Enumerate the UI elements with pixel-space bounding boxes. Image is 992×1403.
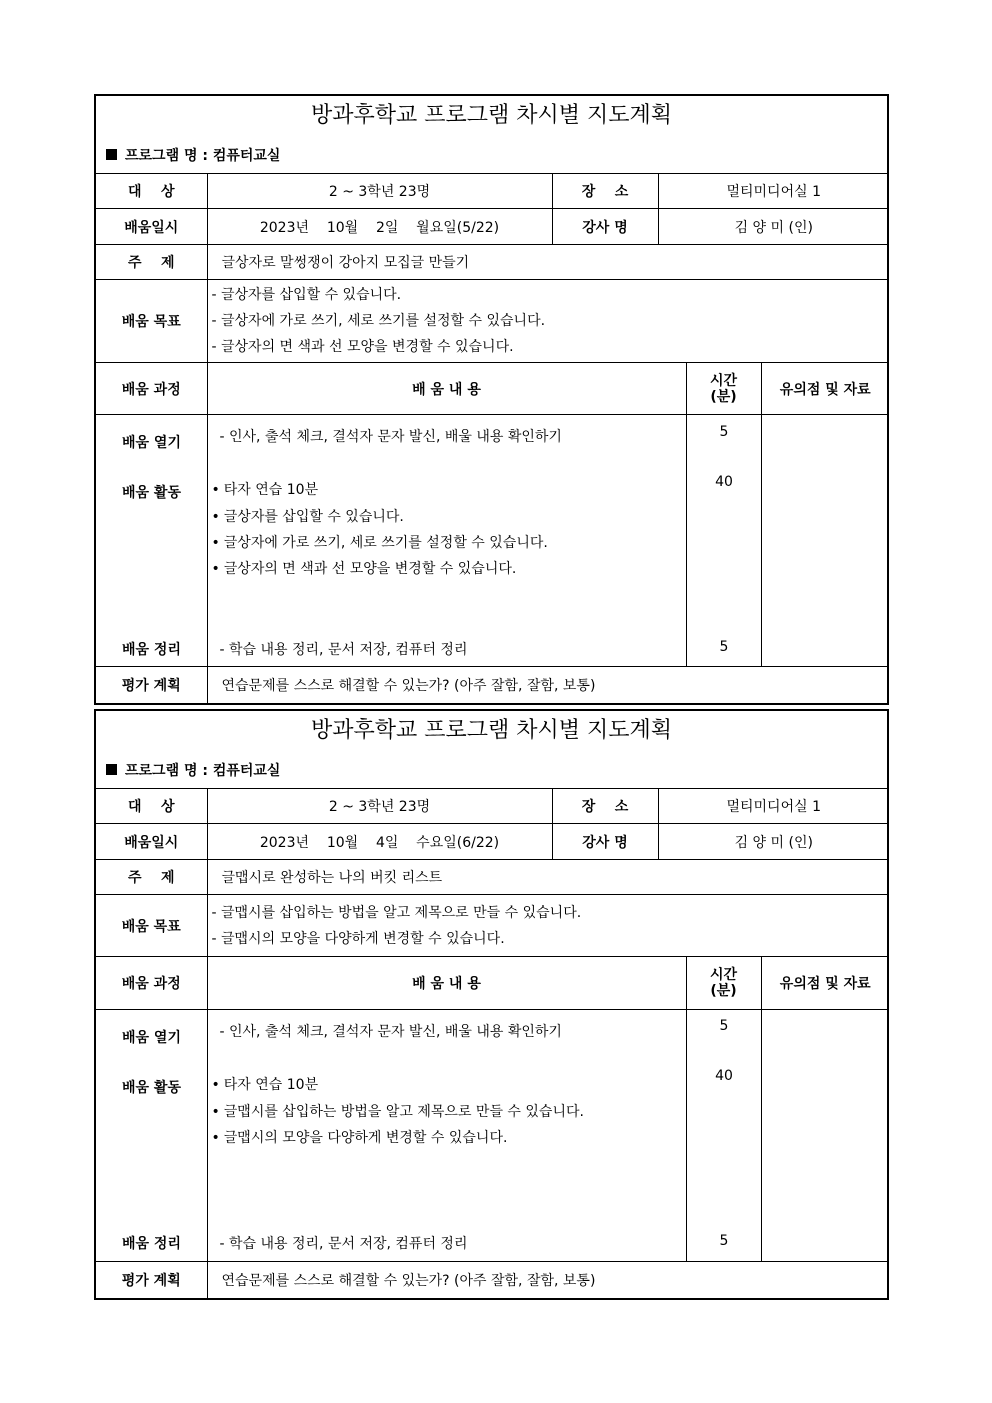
- activity-item: • 글상자에 가로 쓰기, 세로 쓰기를 설정할 수 있습니다.: [212, 532, 548, 552]
- topic-label: 주 제: [96, 245, 207, 280]
- goal-list: [207, 895, 889, 957]
- activity-label: 배움 활동: [122, 485, 181, 501]
- plan-table: [96, 788, 889, 1298]
- process-times: [686, 1010, 761, 1262]
- goal-item: - 글상자의 면 색과 선 모양을 변경할 수 있습니다.: [211, 339, 514, 355]
- date-value: 2023년 10월 4일 수요일(6/22): [207, 824, 552, 860]
- topic-value: 글상자로 말썽쟁이 강아지 모집글 만들기: [207, 245, 889, 280]
- date-label: 배움일시: [96, 824, 207, 860]
- place-value: 멀티미디어실 1: [658, 174, 889, 209]
- plan-title: 방과후학교 프로그램 차시별 지도계획: [310, 103, 672, 128]
- date-value: 2023년 10월 2일 월요일(5/22): [207, 209, 552, 245]
- open-time: 5: [719, 1018, 729, 1034]
- notes-cell: [761, 1010, 889, 1262]
- close-label: 배움 정리: [122, 1236, 181, 1252]
- activity-time: 40: [715, 474, 733, 490]
- teacher-value: 김 양 미 (인): [658, 824, 889, 860]
- plan-table: [96, 173, 889, 703]
- activity-item: • 타자 연습 10분: [212, 479, 319, 499]
- time-header: [686, 363, 761, 415]
- process-stages: [96, 1010, 207, 1262]
- eval-value: 연습문제를 스스로 해결할 수 있는가? (아주 잘함, 잘함, 보통): [207, 667, 889, 703]
- activity-item: • 타자 연습 10분: [212, 1074, 319, 1094]
- program-name: [96, 136, 887, 173]
- plan-title: 방과후학교 프로그램 차시별 지도계획: [310, 718, 672, 743]
- open-content: - 인사, 출석 체크, 결석자 문자 발신, 배울 내용 확인하기: [219, 429, 562, 445]
- notes-header: 유의점 및 자료: [761, 957, 889, 1010]
- target-value: 2 ~ 3학년 23명: [207, 174, 552, 209]
- square-bullet-icon: [106, 764, 117, 775]
- activity-time: 40: [715, 1068, 733, 1084]
- topic-label: 주 제: [96, 860, 207, 895]
- close-time: 5: [719, 639, 729, 655]
- close-time: 5: [719, 1233, 729, 1249]
- program-name-label: 프로그램 명 : 컴퓨터교실: [125, 762, 281, 779]
- goal-label: 배움 목표: [96, 895, 207, 957]
- notes-cell: [761, 415, 889, 667]
- open-label: 배움 열기: [122, 1030, 181, 1046]
- program-name-label: 프로그램 명 : 컴퓨터교실: [125, 147, 281, 164]
- time-header: [686, 957, 761, 1010]
- open-label: 배움 열기: [122, 435, 181, 451]
- topic-value: 글맵시로 완성하는 나의 버킷 리스트: [207, 860, 889, 895]
- eval-label: 평가 계획: [96, 667, 207, 703]
- goal-list: [207, 280, 889, 363]
- time-header-line: 시간: [709, 372, 738, 389]
- open-content: - 인사, 출석 체크, 결석자 문자 발신, 배울 내용 확인하기: [219, 1024, 562, 1040]
- close-content: - 학습 내용 정리, 문서 저장, 컴퓨터 정리: [219, 642, 468, 658]
- eval-value: 연습문제를 스스로 해결할 수 있는가? (아주 잘함, 잘함, 보통): [207, 1262, 889, 1298]
- activity-item: • 글상자의 면 색과 선 모양을 변경할 수 있습니다.: [212, 558, 517, 578]
- time-header-unit: (분): [710, 983, 737, 999]
- process-contents: [207, 1010, 686, 1262]
- open-time: 5: [719, 424, 729, 440]
- teacher-value: 김 양 미 (인): [658, 209, 889, 245]
- time-header-unit: (분): [710, 388, 737, 405]
- goal-label: 배움 목표: [96, 280, 207, 363]
- target-value: 2 ~ 3학년 23명: [207, 789, 552, 824]
- eval-label: 평가 계획: [96, 1262, 207, 1298]
- activity-item: • 글맵시를 삽입하는 방법을 알고 제목으로 만들 수 있습니다.: [212, 1101, 584, 1121]
- process-header: 배움 과정: [96, 363, 207, 415]
- target-label: 대 상: [96, 789, 207, 824]
- activity-label: 배움 활동: [122, 1080, 181, 1096]
- process-times: [686, 415, 761, 667]
- teacher-label: 강사 명: [552, 209, 658, 245]
- lesson-plan-1: [94, 94, 889, 705]
- close-label: 배움 정리: [122, 642, 181, 658]
- content-header: 배 움 내 용: [207, 957, 686, 1010]
- activity-item: • 글맵시의 모양을 다양하게 변경할 수 있습니다.: [212, 1127, 508, 1147]
- content-header: 배 움 내 용: [207, 363, 686, 415]
- lesson-plan-2: [94, 709, 889, 1300]
- activity-item: • 글상자를 삽입할 수 있습니다.: [212, 506, 404, 526]
- target-label: 대 상: [96, 174, 207, 209]
- goal-item: - 글상자를 삽입할 수 있습니다.: [211, 287, 402, 303]
- notes-header: 유의점 및 자료: [761, 363, 889, 415]
- teacher-label: 강사 명: [552, 824, 658, 860]
- place-label: 장 소: [552, 174, 658, 209]
- goal-item: - 글맵시를 삽입하는 방법을 알고 제목으로 만들 수 있습니다.: [211, 904, 582, 921]
- place-value: 멀티미디어실 1: [658, 789, 889, 824]
- program-name: [96, 751, 887, 788]
- time-header-line: 시간: [709, 967, 738, 983]
- close-content: - 학습 내용 정리, 문서 저장, 컴퓨터 정리: [219, 1236, 468, 1252]
- goal-item: - 글상자에 가로 쓰기, 세로 쓰기를 설정할 수 있습니다.: [211, 313, 546, 329]
- goal-item: - 글맵시의 모양을 다양하게 변경할 수 있습니다.: [211, 930, 505, 947]
- date-label: 배움일시: [96, 209, 207, 245]
- square-bullet-icon: [106, 149, 117, 160]
- place-label: 장 소: [552, 789, 658, 824]
- process-contents: [207, 415, 686, 667]
- process-stages: [96, 415, 207, 667]
- process-header: 배움 과정: [96, 957, 207, 1010]
